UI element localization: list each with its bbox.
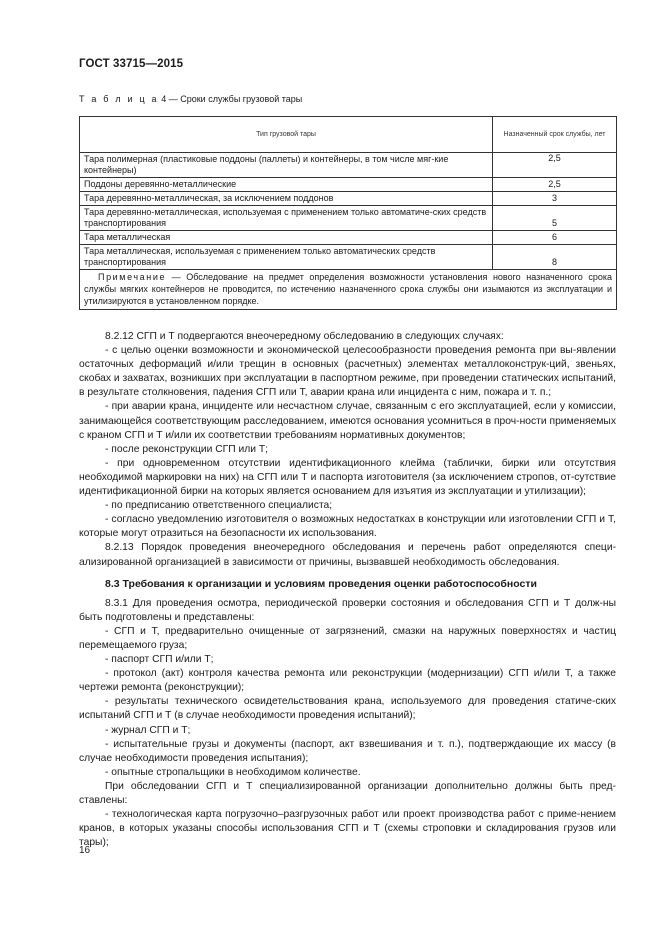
table-row bbox=[80, 153, 617, 178]
list-item: - испытательные грузы и документы (паспорт, акт взвешивания и т. п.), подтверждающие их массу (в случае необходимости проведения испытания); bbox=[79, 738, 616, 764]
document-id: ГОСТ 33715—2015 bbox=[79, 58, 184, 70]
note-label: Примечание bbox=[98, 272, 167, 282]
table-row bbox=[80, 178, 617, 192]
table-row bbox=[80, 206, 617, 231]
table-cell-type: Тара деревянно-металлическая, за исключением поддонов bbox=[80, 192, 493, 206]
note-text: — Обследование на предмет определения возможности установления нового назначенного срока службы мягких контейнеров не проводится, по истечению назначенного срока службы они изымаются из эксплуатации и утилизируются в установленном порядке. bbox=[84, 272, 612, 306]
section-heading: 8.3 Требования к организации и условиям проведения оценки работоспособности bbox=[105, 577, 537, 590]
column-header-type: Тип грузовой тары bbox=[80, 117, 493, 153]
table-note-row bbox=[80, 270, 617, 310]
paragraph: 8.3.1 Для проведения осмотра, периодической проверки состояния и обследования СГП и Т долж-ны быть подготовлены и представлены: bbox=[79, 597, 616, 623]
table-cell-years: 2,5 bbox=[493, 178, 617, 192]
table-cell-type: Тара деревянно-металлическая, используемая с применением только автоматиче-ских средств транспортирования bbox=[80, 206, 493, 231]
table-header-row bbox=[80, 117, 617, 153]
list-item: - при одновременном отсутствии идентификационного клейма (таблички, бирки или отсутствия необходимой маркировки на них) на СГП или Т и паспорта изготовителя (за исключением стропов, от-сутствие идентификационной бирки на которых является основанием для изъятия из эксплуатации и утилизации); bbox=[79, 457, 616, 498]
paragraph: При обследовании СГП и Т специализированной организации дополнительно должны быть пред-ставлены: bbox=[79, 780, 616, 806]
table-row bbox=[80, 231, 617, 245]
page-number: 16 bbox=[79, 845, 91, 856]
table-cell-years: 2,5 bbox=[493, 153, 617, 178]
table-caption-label: Т а б л и ц а bbox=[79, 94, 159, 104]
list-item: - опытные стропальщики в необходимом количестве. bbox=[105, 766, 361, 778]
list-item: - согласно уведомлению изготовителя о возможных недостатках в конструкции или изготовлении СГП и Т, которые могут отразиться на безопасности их использования. bbox=[79, 514, 616, 540]
list-item: - по предписанию ответственного специалиста; bbox=[105, 500, 333, 512]
table-cell-type: Поддоны деревянно-металлические bbox=[80, 178, 493, 192]
column-header-years: Назначенный срок службы, лет bbox=[493, 117, 617, 153]
service-life-table bbox=[79, 116, 617, 310]
list-item: - СГП и Т, предварительно очищенные от загрязнений, смазки на наружных поверхностях и частиц перемещаемого груза; bbox=[79, 625, 616, 651]
body-text bbox=[79, 330, 616, 850]
table-cell-years: 5 bbox=[493, 206, 617, 231]
table-note bbox=[80, 270, 617, 310]
list-item: - паспорт СГП и/или Т; bbox=[105, 654, 214, 666]
list-item: - с целью оценки возможности и экономической целесообразности проведения ремонта при вы-явлении остаточных деформаций и/или трещин в основных (расчетных) элементах металлоконструк-ций, звеньях, скобах и захватах, возникших при эксплуатации в паспортном режиме, при проведении статических испытаний, в результате столкновения, падения СГП или Т, аварии крана или инцидента с ним, пожара и т. п.; bbox=[79, 345, 616, 399]
table-cell-type: Тара полимерная (пластиковые поддоны (паллеты) и контейнеры, в том числе мяг-кие контейнеры) bbox=[80, 153, 493, 178]
list-item: - после реконструкции СГП или Т; bbox=[105, 443, 269, 455]
table-cell-type: Тара металлическая bbox=[80, 231, 493, 245]
table-cell-years: 6 bbox=[493, 231, 617, 245]
table-cell-years: 8 bbox=[493, 245, 617, 270]
table-row bbox=[80, 192, 617, 206]
list-item: - технологическая карта погрузочно–разгрузочных работ или проект производства работ с приме-нением кранов, в которых указаны способы использования СГП и Т (схемы строповки и складирования грузов или тары); bbox=[79, 809, 616, 849]
paragraph: 8.2.12 СГП и Т подвергаются внеочередному обследованию в следующих случаях: bbox=[105, 331, 504, 342]
paragraph: 8.2.13 Порядок проведения внеочередного обследования и перечень работ определяются специ-ализированной организацией в зависимости от причины, вызвавшей необходимость обследования. bbox=[79, 542, 616, 568]
table-row bbox=[80, 245, 617, 270]
list-item: - протокол (акт) контроля качества ремонта или реконструкции (модернизации) СГП и/или Т, а также чертежи ремонта (реконструкции); bbox=[79, 668, 616, 694]
list-item: - при аварии крана, инциденте или несчастном случае, связанным с его эксплуатацией, если у комиссии, занимающейся соответствующим расследованием, имеются основания усомниться в проч-ности применяемых с краном СГП и Т и/или их соответствии требованиям нормативных документов; bbox=[79, 401, 616, 441]
table-caption bbox=[79, 94, 302, 104]
table-cell-type: Тара металлическая, используемая с применением только автоматических средств транспортирования bbox=[80, 245, 493, 270]
list-item: - результаты технического освидетельствования крана, используемого для проведения статиче-ских испытаний СГП и Т (в случае необходимости проведения испытаний); bbox=[79, 696, 616, 722]
table-caption-text: 4 — Сроки службы грузовой тары bbox=[161, 94, 303, 104]
list-item: - журнал СГП и Т; bbox=[105, 724, 191, 736]
table-cell-years: 3 bbox=[493, 192, 617, 206]
